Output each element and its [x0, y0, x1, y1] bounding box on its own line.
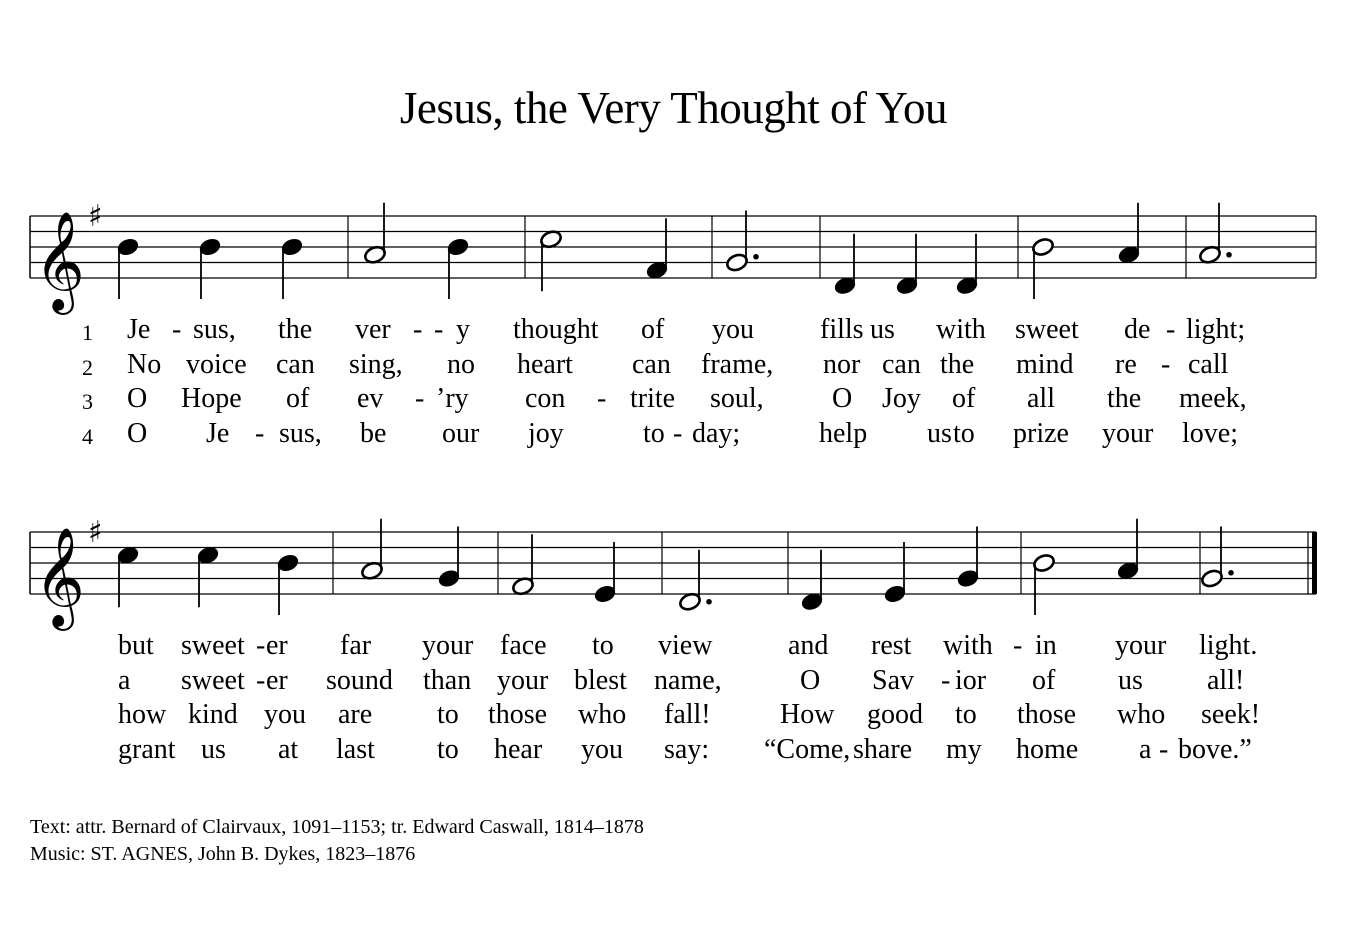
lyric-syllable: con	[525, 383, 566, 414]
lyric-syllable: to	[437, 699, 459, 730]
lyric-syllable: frame,	[701, 348, 774, 380]
lyric-syllable: sweet	[181, 630, 245, 661]
lyric-syllable: with	[936, 314, 986, 345]
lyric-syllable: -	[597, 383, 607, 414]
lyric-syllable: Joy	[882, 383, 921, 414]
lyric-syllable: Je	[206, 417, 230, 449]
lyric-syllable: can	[882, 348, 921, 380]
lyric-syllable: share	[853, 733, 913, 765]
lyric-syllable: blest	[574, 664, 627, 696]
lyric-syllable: of	[1032, 664, 1056, 696]
lyric-syllable: in	[1035, 630, 1057, 661]
lyric-syllable: Sav	[872, 664, 914, 696]
lyric-syllable: -	[415, 383, 425, 414]
lyric-syllable: -	[413, 314, 423, 345]
hymn-title: Jesus, the Very Thought of You	[399, 83, 948, 133]
lyric-syllable: your	[497, 664, 549, 696]
lyric-syllable: mind	[1016, 348, 1074, 380]
lyric-syllable: -	[172, 314, 182, 345]
note-C5-quarter	[196, 545, 220, 607]
lyric-syllable: who	[1117, 699, 1166, 730]
lyric-syllable: -	[1161, 348, 1171, 380]
note-E4-quarter	[883, 542, 907, 604]
lyric-syllable: seek!	[1201, 699, 1261, 730]
lyric-syllable: -	[1159, 733, 1169, 765]
lyric-syllable: Je	[127, 314, 151, 345]
lyric-syllable: home	[1016, 733, 1079, 765]
lyric-syllable: joy	[528, 417, 564, 449]
lyric-syllable: all	[1027, 383, 1055, 414]
lyric-syllable: de	[1124, 314, 1151, 345]
lyric-syllable: a	[118, 664, 131, 696]
lyric-syllable: us	[870, 314, 895, 345]
text-credit: Text: attr. Bernard of Clairvaux, 1091–1153; tr. Edward Caswall, 1814–1878	[30, 816, 644, 838]
lyric-syllable: kind	[188, 699, 238, 730]
note-A4-quarter	[1116, 519, 1140, 581]
lyric-syllable: face	[500, 630, 547, 661]
lyric-syllable: of	[952, 383, 976, 414]
lyric-syllable: us	[201, 733, 226, 765]
lyric-syllable: thought	[513, 314, 599, 345]
lyric-syllable: name,	[654, 664, 722, 696]
note-G4-quarter	[956, 527, 980, 589]
note-C5-quarter	[116, 545, 140, 607]
lyric-syllable: O	[800, 664, 821, 696]
lyric-syllable: light.	[1199, 630, 1258, 661]
lyric-syllable: ev	[357, 383, 384, 414]
note-B4-quarter	[276, 553, 300, 615]
lyric-syllable: -	[941, 664, 951, 696]
lyric-syllable: all!	[1207, 664, 1245, 696]
note-A4-half	[360, 519, 384, 581]
lyric-syllable: your	[422, 630, 474, 661]
lyric-syllable: far	[340, 630, 372, 661]
lyric-syllable: your	[1115, 630, 1167, 661]
lyric-syllable: last	[336, 733, 375, 765]
lyric-syllable: our	[442, 417, 480, 449]
lyric-syllable: How	[780, 699, 835, 730]
lyric-syllable: my	[946, 733, 982, 765]
key-signature-sharp-icon: ♯	[88, 515, 103, 550]
lyric-syllable: love;	[1182, 417, 1238, 449]
lyric-syllable: heart	[517, 348, 573, 380]
lyric-syllable: -	[673, 417, 683, 449]
lyric-syllable: us	[927, 417, 952, 449]
lyric-syllable: rest	[871, 630, 912, 661]
lyric-syllable: you	[264, 699, 306, 730]
lyric-syllable: can	[276, 348, 315, 380]
lyric-syllable: those	[488, 699, 548, 730]
note-D4-dotted-half	[678, 550, 712, 612]
note-D4-quarter	[800, 550, 824, 612]
lyric-syllable: of	[286, 383, 310, 414]
lyric-syllable: you	[712, 314, 754, 345]
lyric-syllable: er	[266, 630, 288, 661]
lyric-syllable: Hope	[181, 383, 242, 414]
treble-clef-icon: 𝄞	[34, 527, 85, 627]
lyric-syllable: view	[658, 630, 713, 661]
lyric-syllable: your	[1102, 417, 1154, 449]
lyric-syllable: how	[118, 699, 167, 730]
lyric-syllable: ’ry	[436, 383, 469, 414]
verse-number: 1	[82, 320, 93, 345]
lyric-syllable: than	[423, 664, 472, 696]
treble-clef-icon: 𝄞	[34, 211, 85, 311]
lyric-syllable: “Come,	[764, 733, 851, 765]
lyric-syllable: of	[641, 314, 665, 345]
lyric-syllable: call	[1188, 348, 1229, 380]
lyric-syllable: are	[338, 699, 373, 730]
lyric-syllable: a	[1139, 733, 1152, 765]
note-G4-quarter	[437, 527, 461, 589]
lyric-syllable: -	[256, 630, 266, 661]
lyric-syllable: say:	[664, 733, 710, 765]
lyric-syllable: -	[255, 417, 265, 449]
lyric-syllable: No	[127, 348, 162, 380]
lyric-syllable: re	[1115, 348, 1137, 380]
lyric-syllable: fills	[820, 314, 864, 345]
lyric-syllable: voice	[186, 348, 247, 380]
lyric-syllable: light;	[1186, 314, 1246, 345]
lyric-syllable: who	[578, 699, 627, 730]
lyric-syllable: good	[867, 699, 923, 730]
note-G4-dotted-half	[1200, 527, 1234, 589]
note-F#4-half	[511, 534, 535, 596]
note-E4-quarter	[593, 542, 617, 604]
lyric-syllable: -	[256, 664, 266, 696]
lyric-syllable: to	[643, 417, 665, 449]
lyric-syllable: us	[1118, 664, 1143, 696]
lyric-syllable: the	[940, 348, 975, 380]
lyric-syllable: to	[953, 417, 975, 449]
lyric-syllable: with	[943, 630, 993, 661]
lyric-syllable: at	[278, 733, 299, 765]
lyric-syllable: the	[278, 314, 313, 345]
lyric-syllable: to	[592, 630, 614, 661]
lyric-syllable: er	[266, 664, 288, 696]
lyric-syllable: O	[832, 383, 853, 414]
lyric-syllable: ior	[955, 664, 987, 696]
lyric-syllable: to	[955, 699, 977, 730]
lyric-syllable: be	[360, 417, 387, 449]
final-barline	[1312, 532, 1317, 594]
lyric-syllable: and	[788, 630, 829, 661]
lyric-syllable: O	[127, 417, 148, 449]
lyric-syllable: fall!	[664, 699, 711, 730]
lyric-syllable: no	[447, 348, 475, 380]
lyric-syllable: prize	[1013, 417, 1069, 449]
verse-number: 3	[82, 389, 93, 414]
lyric-syllable: -	[434, 314, 444, 345]
lyric-syllable: but	[118, 630, 154, 661]
lyric-syllable: -	[1166, 314, 1176, 345]
lyric-syllable: O	[127, 383, 148, 414]
note-B4-half	[1032, 553, 1056, 615]
lyric-syllable: to	[437, 733, 459, 765]
lyric-syllable: y	[456, 314, 470, 345]
lyric-syllable: nor	[823, 348, 861, 380]
lyric-syllable: sus,	[193, 314, 236, 345]
music-credit: Music: ST. AGNES, John B. Dykes, 1823–1876	[30, 843, 416, 865]
lyric-syllable: ver	[355, 314, 391, 345]
lyric-syllable: help	[819, 417, 868, 449]
lyric-syllable: soul,	[710, 383, 764, 414]
verse-number: 4	[82, 423, 93, 449]
lyric-syllable: you	[581, 733, 623, 765]
lyric-syllable: sweet	[1015, 314, 1079, 345]
lyric-syllable: the	[1107, 383, 1142, 414]
lyric-syllable: -	[1013, 630, 1023, 661]
lyric-syllable: trite	[630, 383, 676, 414]
lyric-syllable: meek,	[1179, 383, 1247, 414]
lyric-syllable: can	[632, 348, 671, 380]
lyric-syllable: those	[1017, 699, 1077, 730]
lyric-syllable: sound	[326, 664, 393, 696]
lyric-syllable: sing,	[349, 348, 403, 380]
verse-number: 2	[82, 354, 93, 380]
lyric-syllable: hear	[494, 733, 543, 765]
lyric-syllable: sus,	[279, 417, 322, 449]
lyric-syllable: sweet	[181, 664, 245, 696]
lyric-syllable: day;	[692, 417, 741, 449]
key-signature-sharp-icon: ♯	[88, 199, 103, 234]
lyric-syllable: bove.”	[1178, 733, 1252, 765]
lyric-syllable: grant	[118, 733, 176, 765]
